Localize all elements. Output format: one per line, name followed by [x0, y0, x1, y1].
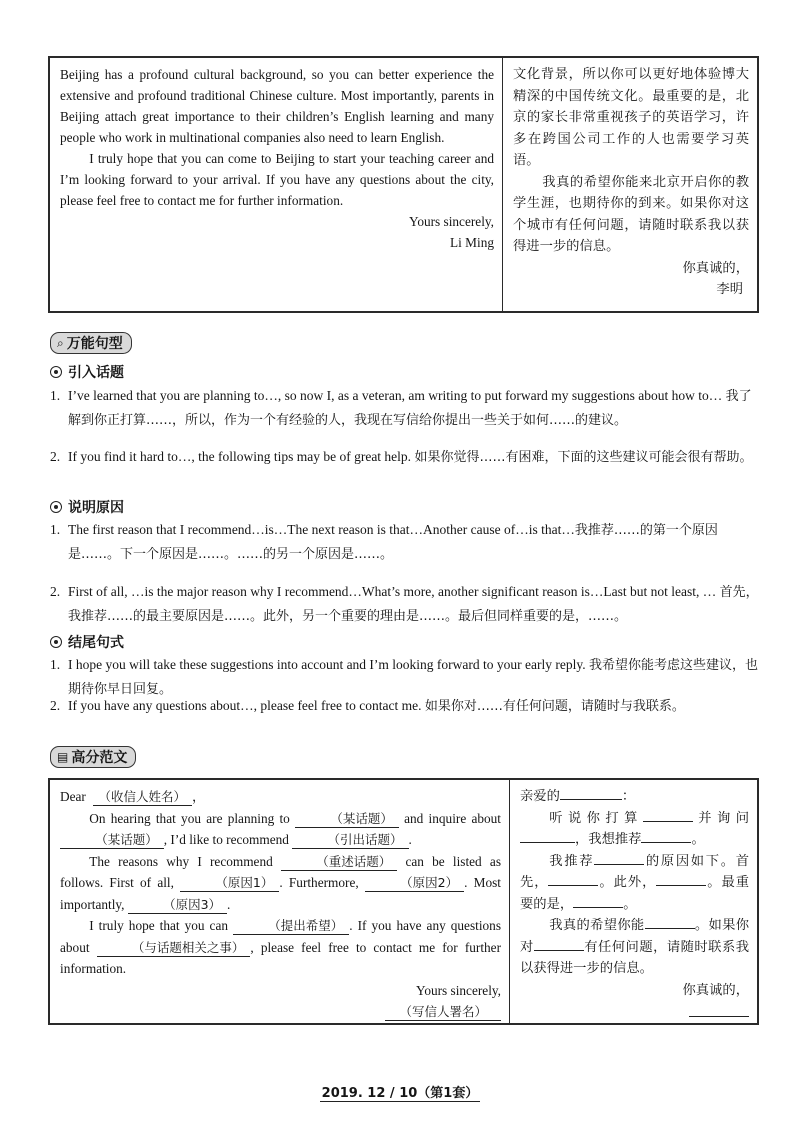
template-zh-closing: 你真诚的， — [682, 982, 749, 998]
letter-english-column — [50, 58, 502, 311]
template-box — [48, 778, 759, 1025]
template-zh-paragraph-3: 我真的希望你能 。如果你对 有任何问题，请随时联系我以获得进一步的信息。 — [520, 918, 750, 976]
template-closing: Yours sincerely, — [416, 982, 501, 998]
page-footer — [0, 1082, 800, 1101]
list-item: 2. If you find it hard to…, the following tips may be of great help. 如果你觉得……有困难，下面的这些建议可能会很有帮助。 — [50, 449, 753, 465]
letter-en-closing: Yours sincerely, — [409, 214, 494, 229]
recipient-blank: （收信人姓名） — [93, 788, 193, 806]
group-heading-reasons: 说明原因 — [50, 497, 124, 517]
list-item: 1. I hope you will take these suggestions into account and I’m looking forward to your early reply. 我希望你能考虑这些建议，也期待你早日回复。 — [50, 657, 759, 697]
group-heading-intro: 引入话题 — [50, 362, 124, 382]
list-item: 1. The first reason that I recommend…is…The next reason is that…Another cause of…is that…我推荐……的第一个原因是……。下一个原因是……。……的另一个原因是……。 — [50, 522, 718, 562]
template-zh-greeting: 亲爱的 ： — [520, 789, 636, 804]
template-signature: （写信人署名） — [60, 1001, 501, 1023]
target-icon — [50, 366, 62, 378]
group-heading-closing: 结尾句式 — [50, 632, 124, 652]
letter-zh-closing: 你真诚的， — [682, 260, 749, 276]
target-icon — [50, 501, 62, 513]
section-tag-sentence-patterns — [50, 332, 132, 354]
list-item: 2. If you have any questions about…, please feel free to contact me. 如果你对……有任何问题，请随时与我联系。 — [50, 698, 685, 714]
section-title: 高分范文 — [71, 750, 128, 766]
letter-en-paragraph-2: I truly hope that you can come to Beijing to start your teaching career and I’m looking forward to your arrival. If you have any questions about the city, please feel free to contact me for further information. — [60, 151, 494, 208]
template-paragraph-1: On hearing that you are planning to （某话题） and inquire about （某话题） , I’d like to recommend （引出话题） . — [60, 808, 501, 851]
template-zh-signature — [520, 1003, 749, 1025]
template-chinese-column — [509, 780, 757, 1023]
target-icon — [50, 636, 62, 648]
letter-en-signature: Li Ming — [450, 235, 494, 250]
template-zh-paragraph-1: 听说你打算 并询问，我想推荐 。 — [520, 808, 749, 851]
template-english-column — [50, 780, 509, 1023]
book-icon: ▤ — [57, 750, 69, 764]
letter-zh-paragraph-2: 我真的希望你能来北京开启你的教学生涯，也期待你的到来。如果你对这个城市有任何问题，请随时联系我以获得进一步的信息。 — [513, 174, 749, 254]
list-item: 2. First of all, …is the major reason why I recommend…What’s more, another significant reason is…Last but not least, … 首先，我推荐……的最主要原因是……。此外，另一个重要的理由是……。最后但同样重要的是，……。 — [50, 584, 759, 624]
list-item: 1. I’ve learned that you are planning to…, so now I, as a veteran, am writing to put forward my suggestions about how to… 我了解到你正打算……，所以，作为一个有经验的人，我现在写信给你提出一些关于如何……的建议。 — [50, 388, 752, 428]
template-paragraph-2: The reasons why I recommend （重述话题） can be listed as follows. First of all, （原因1） . Furthermore, （原因2） . Most importantly, （原因3） . — [60, 853, 501, 912]
letter-chinese-column — [502, 58, 757, 311]
template-zh-paragraph-2: 我推荐 的原因如下。首先， 。此外， 。最重要的是， 。 — [520, 853, 750, 912]
magnifier-icon: ⌕ — [57, 335, 64, 350]
letter-zh-signature: 李明 — [716, 282, 743, 297]
letter-box — [48, 56, 759, 313]
letter-zh-paragraph-1: 文化背景，所以你可以更好地体验博大精深的中国传统文化。最重要的是，北京的家长非常重视孩子的英语学习，许多在跨国公司工作的人也需要学习英语。 — [513, 67, 749, 168]
template-greeting: Dear （收信人姓名） ， — [60, 789, 206, 804]
template-paragraph-3: I truly hope that you can （提出希望） . If you have any questions about （与话题相关之事） , please feel free to contact me for further information. — [60, 918, 502, 976]
footer-date: 2019. 12 / 10（第1套） — [321, 1086, 479, 1101]
section-title: 万能句型 — [66, 336, 123, 352]
letter-en-paragraph-1: Beijing has a profound cultural background, so you can better experience the extensive and profound traditional Chinese culture. Most importantly, parents in Beijing attach great importance to their children’s English learning and many people who work in multinational companies also need to learn English. — [60, 67, 494, 145]
section-tag-model-essay — [50, 746, 136, 768]
